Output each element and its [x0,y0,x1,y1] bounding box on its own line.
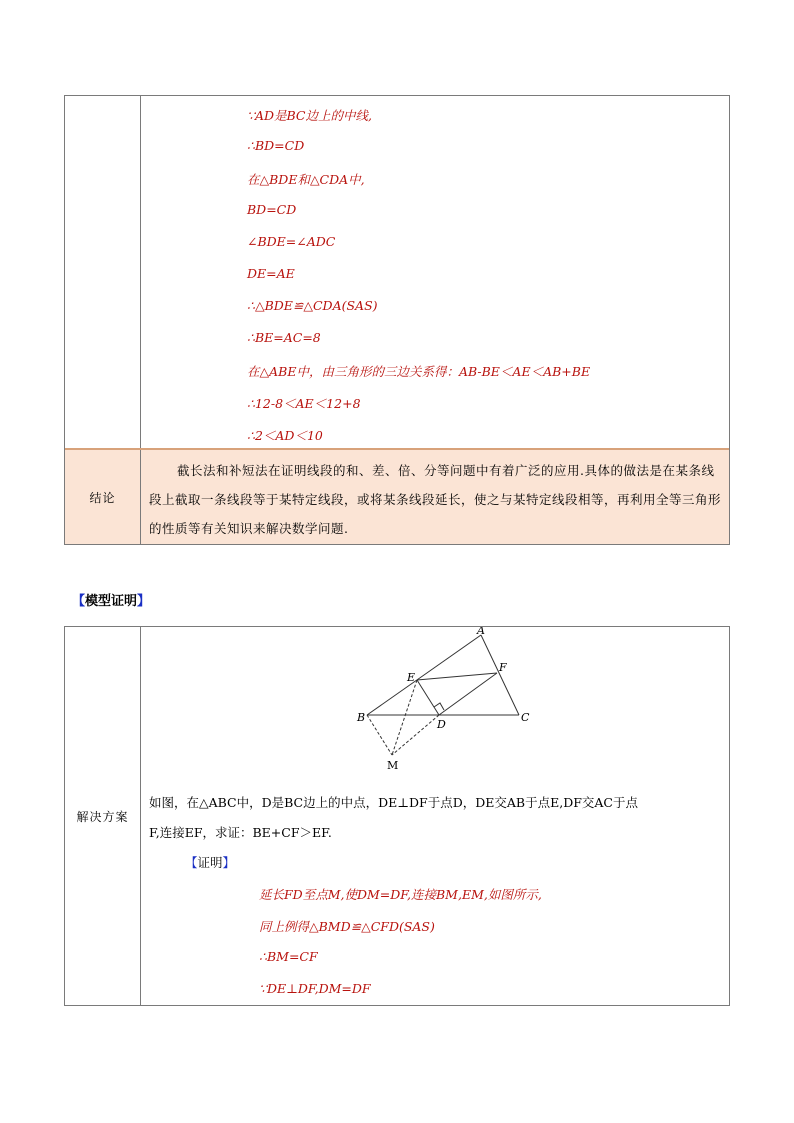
solution-row [65,627,729,1005]
conclusion-label: 结论 [65,450,141,544]
proof-row-label-cell [65,96,141,448]
heading-text: 模型证明 [85,594,138,609]
table-bottom [64,626,730,1006]
conclusion-cell [141,450,729,544]
proof-line: ∴12-8＜AE＜12+8 [247,396,361,411]
proof-heading-bracket-close: 】 [222,855,236,870]
conclusion-row [65,448,729,544]
solution-label: 解决方案 [65,627,141,1005]
problem-line-2: F,连接EF，求证：BE+CF＞EF. [149,825,332,840]
proof-step: ∵DE⊥DF,DM=DF [259,981,371,996]
proof-line: ∴2＜AD＜10 [247,428,323,443]
point-label-e: E [407,671,416,684]
proof-line: ∴BE=AC=8 [247,330,321,345]
heading-bracket-close: 】 [137,594,151,609]
section-heading [72,590,150,609]
proof-cell [141,96,729,448]
point-label-a: A [477,627,485,637]
point-label-d: D [437,718,446,731]
table-top [64,95,730,545]
proof-row [65,96,729,448]
problem-line-1: 如图，在△ABC中，D是BC边上的中点，DE⊥DF于点D，DE交AB于点E,DF交AC于点 [149,795,638,810]
point-label-c: C [521,711,530,724]
proof-line: ∴BD=CD [247,138,305,153]
point-label-f: F [499,661,507,674]
proof-line: 在△ABE中，由三角形的三边关系得：AB-BE＜AE＜AB+BE [247,364,591,379]
proof-line: BD=CD [247,202,297,217]
proof-step: 同上例得△BMD≌△CFD(SAS) [259,919,435,934]
proof-step: 延长FD至点M,使DM=DF,连接BM,EM,如图所示, [259,887,542,902]
heading-bracket-open: 【 [72,594,86,609]
conclusion-text: 截长法和补短法在证明线段的和、差、倍、分等问题中有着广泛的应用.具体的做法是在某条线段上截取一条线段等于某特定线段，或将某条线段延长，使之与某特定线段相等，再利用全等三角形的性质等有关知识来解决数学问题. [149,463,722,536]
proof-line: ∴△BDE≌△CDA(SAS) [247,298,378,313]
proof-heading [185,853,235,871]
proof-line: ∵AD是BC边上的中线, [247,108,372,123]
solution-cell [141,627,729,1005]
point-label-b: B [357,711,366,724]
proof-line: 在△BDE和△CDA中, [247,172,365,187]
proof-line: DE=AE [247,266,295,281]
proof-heading-text: 证明 [197,855,223,870]
proof-line: ∠BDE=∠ADC [247,234,336,249]
proof-step: ∴BM=CF [259,949,318,964]
point-label-m: M [387,759,399,772]
proof-heading-bracket-open: 【 [185,855,198,870]
geometry-figure [341,627,571,777]
